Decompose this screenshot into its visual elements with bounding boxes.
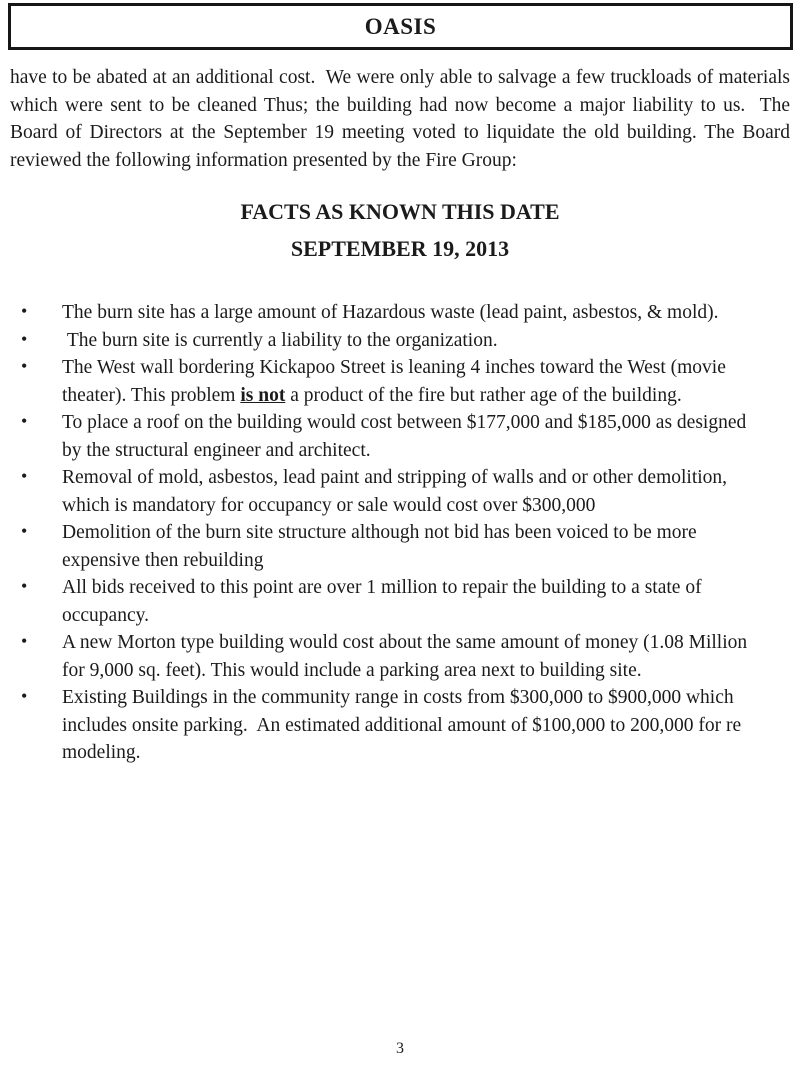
bullet-marker-icon: • — [21, 328, 28, 349]
bullet-marker-icon: • — [21, 521, 28, 541]
intro-paragraph: have to be abated at an additional cost. We were only able to salvage a few truckloads of materials which were sent to be cleaned Thus; the building had now become a major liability to us. The Board of Directors at the September 19 meeting voted to liquidate the old building. The Board reviewed the following information presented by the Fire Group: — [10, 67, 795, 171]
list-item-text: The West wall bordering Kickapoo Street is leaning 4 inches toward the West (movie theater). This problem — [62, 357, 731, 406]
page-number: 3 — [396, 1040, 404, 1057]
list-item-text: Existing Buildings in the community range in costs from $300,000 to $900,000 which includes onsite parking. An estimated additional amount of $100,000 to 200,000 for re modeling. — [62, 687, 747, 763]
list-item-text: is not — [240, 384, 286, 406]
list-item — [0, 409, 770, 464]
document-title: OASIS — [364, 13, 437, 39]
list-item-text: a product of the fire but rather age of the building. — [285, 384, 682, 406]
bullet-marker-icon: • — [21, 686, 28, 706]
list-item — [0, 574, 770, 629]
list-item — [0, 684, 770, 767]
facts-list — [0, 299, 770, 767]
section-heading-line1: FACTS AS KNOWN THIS DATE — [240, 199, 560, 224]
list-item — [0, 327, 770, 355]
bullet-marker-icon: • — [21, 576, 28, 596]
bullet-marker-icon: • — [21, 411, 28, 431]
list-item — [0, 354, 770, 409]
bullet-marker-icon: • — [21, 301, 28, 321]
bullet-marker-icon: • — [21, 356, 28, 376]
list-item-text: To place a roof on the building would cost between $177,000 and $185,000 as designed by the structural engineer and architect. — [62, 412, 752, 461]
list-item — [0, 519, 770, 574]
bullet-marker-icon: • — [21, 466, 28, 486]
list-item — [0, 299, 770, 327]
bullet-marker-icon: • — [21, 631, 28, 651]
list-item-text: Removal of mold, asbestos, lead paint and stripping of walls and or other demolition, which is mandatory for occupancy or sale would cost over $300,000 — [62, 467, 732, 516]
list-item-text: The burn site is currently a liability to the organization. — [62, 329, 498, 351]
document-title-box — [8, 3, 793, 50]
list-item-text: All bids received to this point are over 1 million to repair the building to a state of occupancy. — [62, 577, 707, 626]
section-heading-line2: SEPTEMBER 19, 2013 — [290, 236, 510, 261]
list-item-text: Demolition of the burn site structure although not bid has been voiced to be more expensive then rebuilding — [62, 522, 702, 571]
list-item-text: The burn site has a large amount of Hazardous waste (lead paint, asbestos, & mold). — [62, 302, 719, 323]
list-item — [0, 464, 770, 519]
list-item — [0, 629, 770, 684]
list-item-text: A new Morton type building would cost about the same amount of money (1.08 Million for 9,000 sq. feet). This would include a parking area next to building site. — [62, 632, 753, 681]
